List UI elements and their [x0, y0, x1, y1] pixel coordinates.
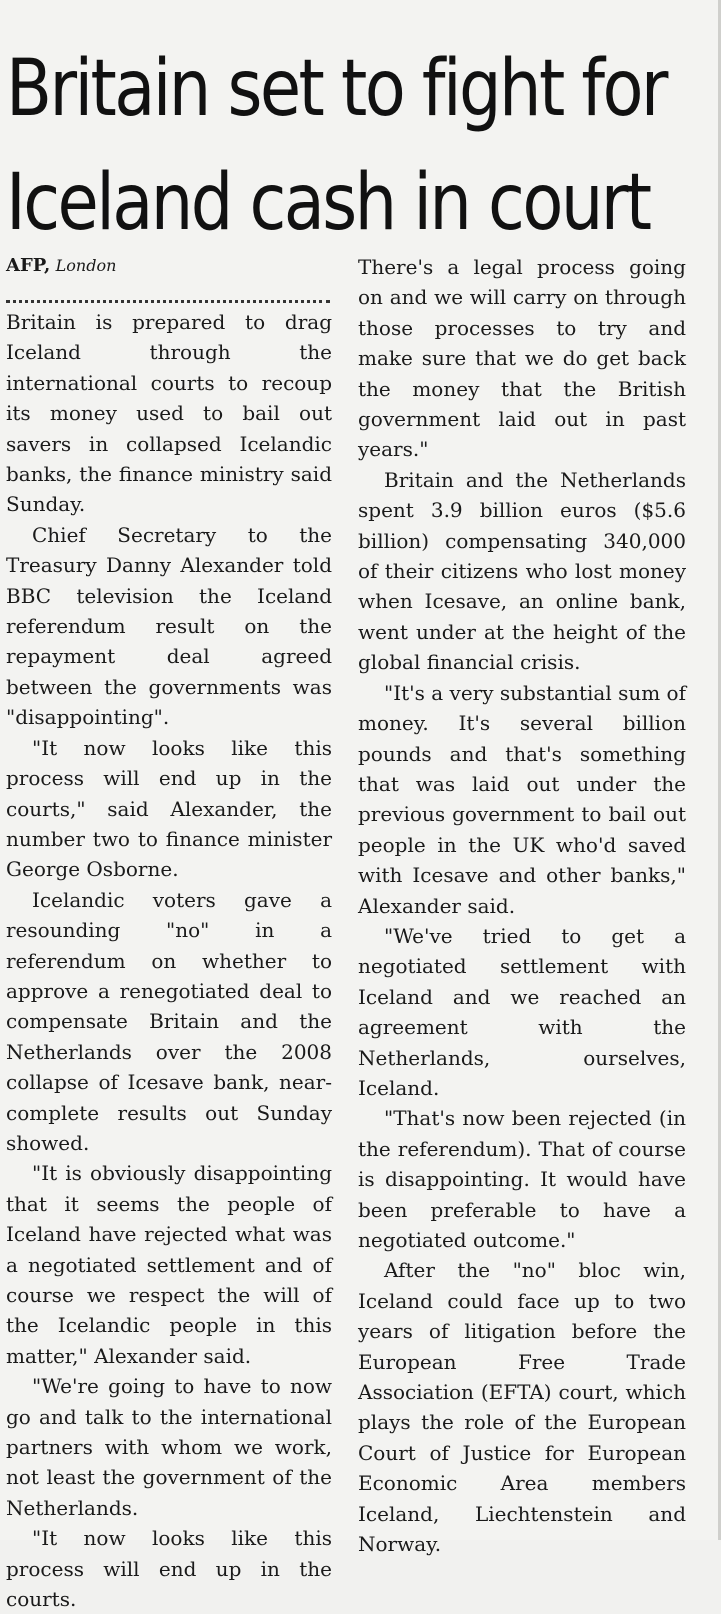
dotted-separator [6, 280, 330, 303]
headline-line-1: Britain set to fight for [6, 44, 666, 134]
paragraph: "It is obviously disappointing that it seems the people of Iceland have rejected what was a negotiated settlement and of course we respect the will of the Icelandic people in this matter," Alexander said. [6, 1161, 332, 1368]
right-column [358, 252, 686, 1559]
byline-location: London [55, 256, 117, 275]
paragraph: Icelandic voters gave a resounding "no" in a referendum on whether to approve a renegotiated deal to compensate Britain and the Netherlands over the 2008 collapse of Icesave bank, near-complete results out Sunday showed. [6, 887, 332, 1155]
paragraph: "It now looks like this process will end up in the courts. [6, 1526, 332, 1612]
paragraph: There's a legal process going on and we will carry on through those processes to try and make sure that we do get back the money that the British government laid out in past years." [358, 255, 686, 462]
paragraph: "It now looks like this process will end up in the courts," said Alexander, the number two to finance minister George Osborne. [6, 735, 332, 882]
paragraph: Chief Secretary to the Treasury Danny Alexander told BBC television the Iceland referendum result on the repayment deal agreed between the governments was "disappointing". [6, 522, 332, 730]
byline-agency: AFP, [6, 255, 51, 276]
paragraph: "We've tried to get a negotiated settlement with Iceland and we reached an agreement with the Netherlands, ourselves, Iceland. [358, 923, 686, 1100]
paragraph: After the "no" bloc win, Iceland could face up to two years of litigation before the European Free Trade Association (EFTA) court, which plays the role of the European Court of Justice for European Economic Area members Iceland, Liechtenstein and Norway. [358, 1258, 686, 1557]
headline [6, 32, 666, 260]
paragraph: "We're going to have to now go and talk to the international partners with whom we work, not least the government of the Netherlands. [6, 1374, 332, 1520]
byline [6, 252, 332, 280]
headline-line-2: Iceland cash in court [6, 158, 650, 248]
paragraph: "It's a very substantial sum of money. It's several billion pounds and that's something that was laid out under the previous government to bail out people in the UK who'd saved with Icesave and other banks," Alexander said. [358, 680, 686, 918]
left-column [6, 252, 332, 1614]
paragraph: "That's now been rejected (in the referendum). That of course is disappointing. It would have been preferable to have a negotiated outcome." [358, 1106, 686, 1252]
paragraph: Britain is prepared to drag Iceland through the international courts to recoup its money used to bail out savers in collapsed Icelandic banks, the finance ministry said Sunday. [6, 310, 332, 517]
paragraph: Britain and the Netherlands spent 3.9 billion euros ($5.6 billion) compensating 340,000 of their citizens who lost money when Icesave, an online bank, went under at the height of the global financial crisis. [358, 467, 686, 675]
